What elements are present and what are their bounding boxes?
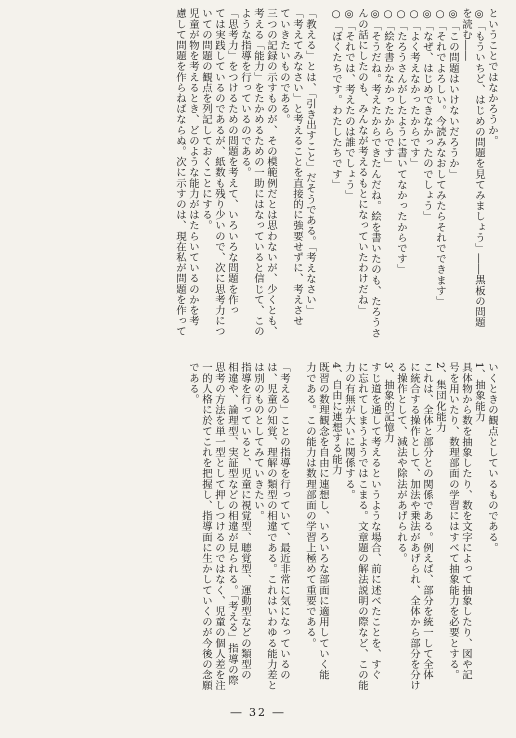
text-line: 2、集団化能力 bbox=[434, 362, 446, 433]
text-line: は、児童の知覚、理解の類型の相違である。これはいわゆる能力差と bbox=[265, 362, 277, 691]
text-line: ○「ぼくたちです。わたしたちです」 bbox=[330, 8, 342, 190]
text-line: ていきたいものである。 bbox=[278, 8, 290, 125]
text-line: 児童が物を考えるとき、どのような能力がはたらいているのかを考 bbox=[187, 8, 199, 326]
text-line: ○「絵を書かなかったからです」 bbox=[382, 8, 394, 169]
text-line: は別のものとしてみていきたい。 bbox=[252, 362, 264, 521]
lower-text-block bbox=[18, 362, 498, 692]
text-line: に統合する操作として、加法や乗法があげられ、全体から部分を分け bbox=[408, 362, 420, 691]
text-line bbox=[316, 8, 329, 338]
text-line: 力である。この能力は数理部面の学習上極めて重要である。 bbox=[304, 362, 316, 649]
text-line: 既習の数理観念を自由に連想し、いろいろな部面に適用していく能 bbox=[317, 362, 329, 680]
page-number: ― 32 ― bbox=[230, 706, 286, 719]
text-line: 慮して問題を作らねばならぬ。次に示すのは、現在私が問題を作って bbox=[174, 8, 186, 337]
text-line: ◎「この問題はいけないだろうか」 bbox=[447, 8, 459, 180]
text-line: 「考えてみなさい」と考えることを直接的に強要せずに、考えさせ bbox=[291, 8, 303, 326]
text-line: 「思考力」をつけるための問題を考えて、いろいろな問題を作っ bbox=[226, 8, 238, 316]
text-line: である。 bbox=[187, 362, 199, 405]
text-line: 4、自由に連想する能力 bbox=[330, 362, 342, 475]
text-line: ということではなかろうか。 bbox=[486, 8, 498, 146]
text-line: ては実践しているのであるが、紙数も残り少いので、次に思考力につ bbox=[213, 8, 225, 337]
text-line: いくときの観点としているものである。 bbox=[486, 362, 498, 553]
text-line: すじ道を通して考えるというような場合、前に述べたことを、すぐ bbox=[369, 362, 381, 680]
text-line: に忘れてしまうようではこまる。文章題の解法説明の際など、この能 bbox=[356, 362, 368, 691]
text-line: 3、抽象的記憶力 bbox=[382, 362, 394, 444]
text-line: ような指導を行っているのである。 bbox=[239, 8, 251, 178]
text-line: 三つの記録の示すものが、その模範例だとは思わないが、少くとも、 bbox=[265, 8, 277, 337]
text-line: 具体物から数を抽象したり、数を文字によって抽象したり、図や記 bbox=[460, 362, 472, 680]
text-line: いての問題の観点を列記しておくことにする。 bbox=[200, 8, 212, 231]
text-line: 一的人格に於てこれを把握し、指導面に生かしていくのが今後の念願 bbox=[200, 362, 212, 691]
text-line: ○「それでよろしい。今読みなおしてみたらそれでできます」 bbox=[434, 8, 446, 307]
text-line: 「教える」とは、「引き出すこと」だそうである。「考えなさい」 bbox=[304, 8, 316, 316]
text-line: 思考の方法を単一型として押しつけるのではなく、児童の個人差を注 bbox=[213, 362, 225, 691]
text-line: 考える「能力」をたかめるための一助にはなっていると信じて、この bbox=[252, 8, 264, 337]
text-line: ◎「それでは、考えたのは誰でしょう」 bbox=[343, 8, 355, 201]
text-line: 号を用いたり、数理部面の学習にはすべて抽象能力を必要とする。 bbox=[447, 362, 459, 680]
text-line: ◎「もういちど、はじめの問題を見てみましょう」――黒板の問題 bbox=[473, 8, 485, 328]
text-line: を読む―― bbox=[460, 8, 472, 61]
text-line: る操作として、減法や除法があげられる。 bbox=[395, 362, 407, 564]
text-line: 指導を行っていると、児童に視覚型、聴覚型、運動型などの類型の bbox=[239, 362, 251, 680]
text-line bbox=[290, 362, 303, 692]
text-line: 力の有無が大いに関係する。 bbox=[343, 362, 355, 500]
text-line: ◎「なぜ、はじめできなかったのでしょう」 bbox=[421, 8, 433, 222]
text-line: 「考える」ことの指導を行っていて、最近非常に気になっているの bbox=[278, 362, 290, 680]
text-line: 1、抽象能力 bbox=[473, 362, 485, 422]
text-line: これは、全体と部分との関係である。例えば、部分を統一して全体 bbox=[421, 362, 433, 680]
text-line: ◎「そうだね。考えたからできたんだね。絵を書いたのも、たろうさ bbox=[369, 8, 381, 338]
text-line: ○「よく考えなかったからです」 bbox=[408, 8, 420, 169]
text-line: んの話にしたのも、みんなが考えるもとになっていたわけだね」 bbox=[356, 8, 368, 316]
text-line: ○「たろうさんがしたように書いてなかったからです」 bbox=[395, 8, 407, 275]
upper-text-block bbox=[18, 8, 498, 338]
text-line: 相違や、論理型、実証型などの相違が見られる。「考える」指導の際 bbox=[226, 362, 238, 686]
